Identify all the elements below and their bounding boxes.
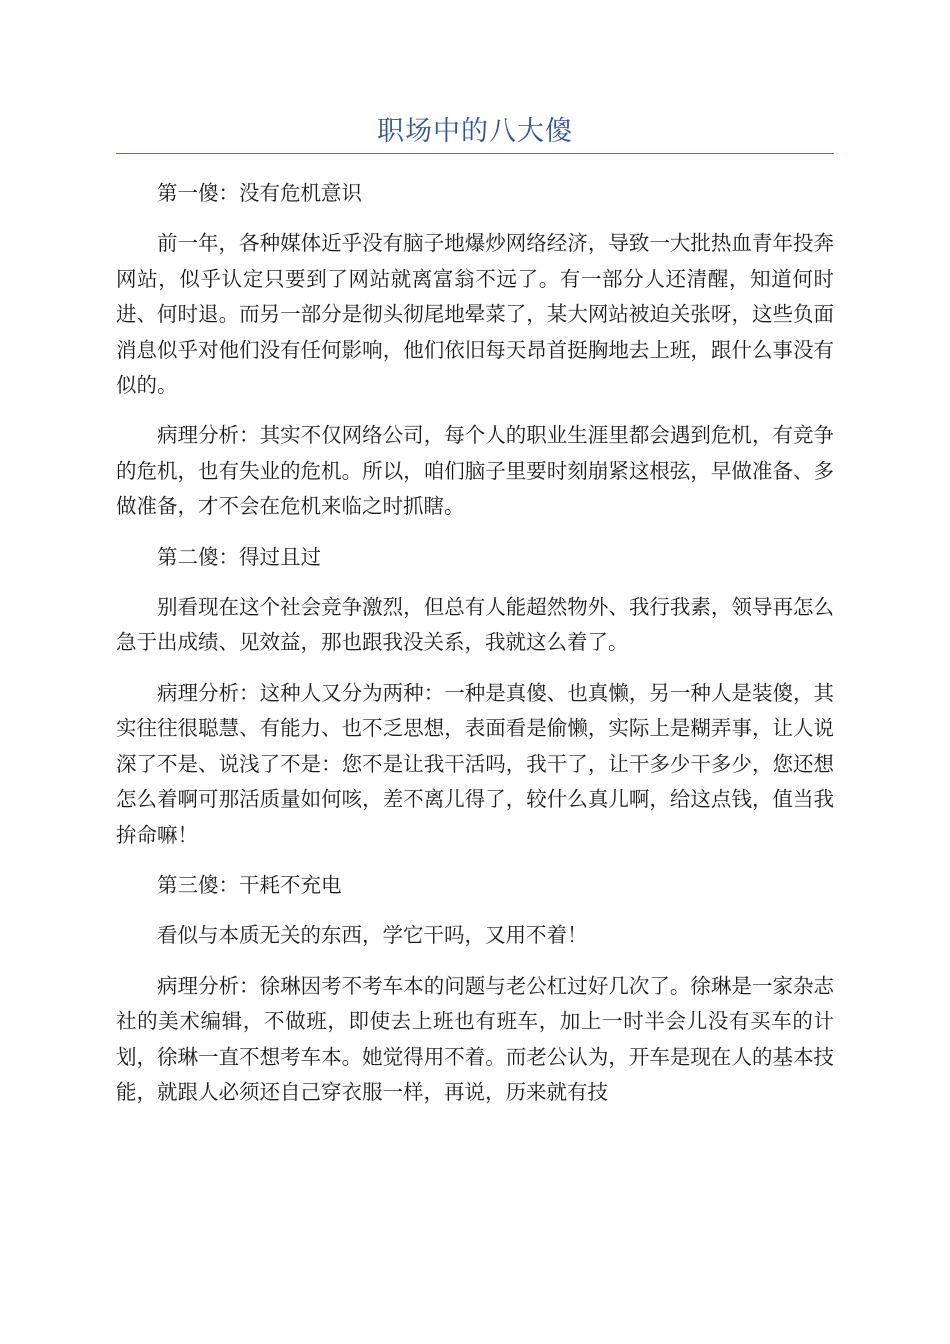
- document-body: [116, 176, 834, 1125]
- section-1-paragraph-1: 前一年，各种媒体近乎没有脑子地爆炒网络经济，导致一大批热血青年投奔网站，似乎认定只要到了网站就离富翁不远了。有一部分人还清醒，知道何时进、何时退。而另一部分是彻头彻尾地晕菜了，某大网站被迫关张呀，这些负面消息似乎对他们没有任何影响，他们依旧每天昂首挺胸地去上班，跟什么事没有似的。: [116, 231, 834, 398]
- section-3-paragraph-2: 病理分析：徐琳因考不考车本的问题与老公杠过好几次了。徐琳是一家杂志社的美术编辑，不做班，即使去上班也有班车，加上一时半会儿没有买车的计划，徐琳一直不想考车本。她觉得用不着。而老公认为，开车是现在人的基本技能，就跟人必须还自己穿衣服一样，再说，历来就有技: [116, 973, 834, 1104]
- section-heading-1: 第一傻：没有危机意识: [157, 181, 362, 205]
- section-heading-2: 第二傻：得过且过: [157, 544, 321, 569]
- section-2-paragraph-2: 病理分析：这种人又分为两种：一种是真傻、也真懒，另一种人是装傻，其实往往很聪慧、有能力、也不乏思想，表面看是偷懒，实际上是糊弄事，让人说深了不是、说浅了不是：您不是让我干活吗，我干了，让干多少干多少，您还想怎么着啊可那活质量如何咳，差不离儿得了，较什么真儿啊，给这点钱，值当我拚命嘛！: [116, 680, 834, 847]
- section-heading-3: 第三傻：干耗不充电: [157, 872, 342, 897]
- section-1-paragraph-2: 病理分析：其实不仅网络公司，每个人的职业生涯里都会遇到危机，有竞争的危机，也有失业的危机。所以，咱们脑子里要时刻崩紧这根弦，早做准备、多做准备，才不会在危机来临之时抓瞎。: [116, 423, 834, 519]
- title-underline: [116, 153, 834, 154]
- section-2-paragraph-1: 别看现在这个社会竞争激烈，但总有人能超然物外、我行我素，领导再怎么急于出成绩、见效益，那也跟我没关系，我就这么着了。: [116, 595, 834, 655]
- section-3-paragraph-1: 看似与本质无关的东西，学它干吗，又用不着！: [157, 923, 588, 948]
- page-title: 职场中的八大傻: [377, 116, 573, 147]
